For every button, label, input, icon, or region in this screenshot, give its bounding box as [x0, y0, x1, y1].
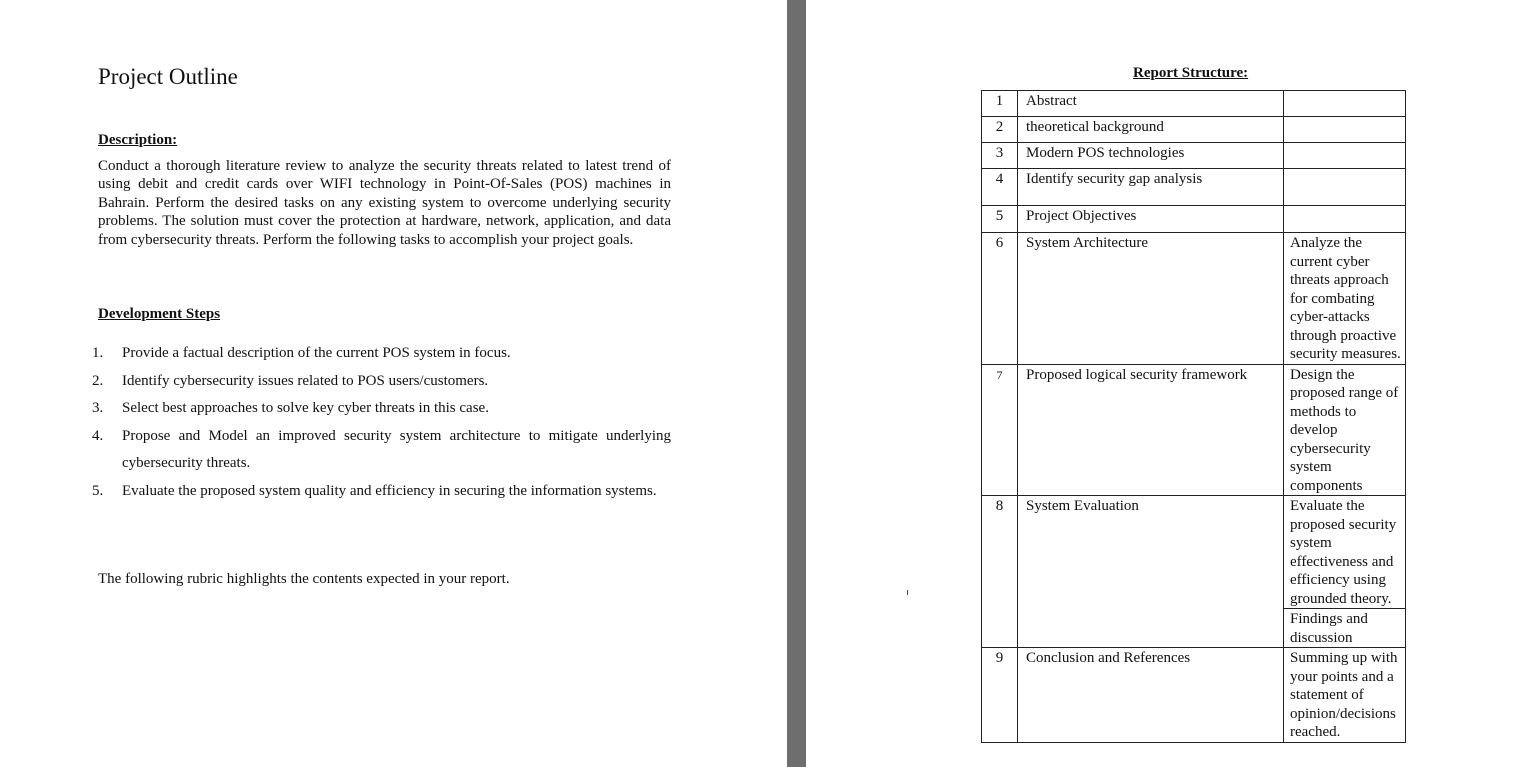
- page-title: Project Outline: [98, 64, 238, 89]
- rubric-note: The following rubric highlights the contents expected in your report.: [98, 571, 510, 587]
- table-row: [982, 496, 1406, 609]
- description-heading: Description:: [98, 132, 178, 148]
- step-text: Provide a factual description of the current POS system in focus.: [122, 345, 511, 361]
- section-name: Conclusion and References: [1018, 648, 1284, 743]
- row-number: 9: [982, 648, 1018, 743]
- step-item: [92, 478, 671, 506]
- row-number: 7: [982, 364, 1018, 496]
- row-number: 5: [982, 206, 1018, 233]
- section-description: Findings and discussion: [1284, 609, 1406, 648]
- table-row: [982, 648, 1406, 743]
- step-text: Select best approaches to solve key cyber threats in this case.: [122, 400, 489, 416]
- table-row: [982, 117, 1406, 143]
- table-row: [982, 233, 1406, 365]
- step-item: [92, 423, 671, 478]
- report-structure-title: Report Structure:: [1133, 65, 1249, 81]
- section-description: Evaluate the proposed security system effectiveness and efficiency using grounded theory.: [1284, 496, 1406, 609]
- row-number: 2: [982, 117, 1018, 143]
- step-text: Propose and Model an improved security system architecture to mitigate underlying cybersecurity threats.: [122, 427, 671, 471]
- table-row: [982, 169, 1406, 206]
- row-number: 4: [982, 169, 1018, 206]
- step-item: [92, 395, 671, 423]
- section-description: [1284, 143, 1406, 169]
- section-description: [1284, 91, 1406, 117]
- section-description: Analyze the current cyber threats approach for combating cyber-attacks through proactive security measures.: [1284, 233, 1406, 365]
- section-name: Abstract: [1018, 91, 1284, 117]
- report-structure-table: [981, 90, 1406, 743]
- section-name: theoretical background: [1018, 117, 1284, 143]
- section-name: Proposed logical security framework: [1018, 364, 1284, 496]
- step-item: [92, 340, 671, 368]
- page-gutter: [787, 0, 806, 767]
- section-description: [1284, 206, 1406, 233]
- table-row: [982, 143, 1406, 169]
- section-name: Project Objectives: [1018, 206, 1284, 233]
- section-description: Design the proposed range of methods to develop cybersecurity system components: [1284, 364, 1406, 496]
- section-description: [1284, 117, 1406, 143]
- development-steps-heading: Development Steps: [98, 306, 221, 322]
- stray-mark: [907, 590, 908, 595]
- row-number: 3: [982, 143, 1018, 169]
- step-number: 4.: [92, 427, 104, 444]
- step-item: [92, 368, 671, 396]
- section-name: System Architecture: [1018, 233, 1284, 365]
- row-number: 1: [982, 91, 1018, 117]
- section-description: [1284, 169, 1406, 206]
- section-name: Identify security gap analysis: [1018, 169, 1284, 206]
- description-body: Conduct a thorough literature review to analyze the security threats related to latest trend of using debit and credit cards over WIFI technology in Point-Of-Sales (POS) machines in Bahrain. Perform the desired tasks on any existing system to overcome underlying security problems. The solution must cover the protection at hardware, network, application, and data from cybersecurity threats. Perform the following tasks to accomplish your project goals.: [98, 158, 671, 248]
- table-row: [982, 364, 1406, 496]
- step-text: Identify cybersecurity issues related to POS users/customers.: [122, 372, 489, 389]
- row-number: 6: [982, 233, 1018, 365]
- step-number: 1.: [92, 345, 104, 361]
- table-row: [982, 91, 1406, 117]
- step-number: 5.: [92, 482, 104, 499]
- development-steps-list: [92, 340, 671, 505]
- table-row: [982, 206, 1406, 233]
- step-number: 3.: [92, 400, 104, 416]
- section-description: Summing up with your points and a statement of opinion/decisions reached.: [1284, 648, 1406, 743]
- section-name: System Evaluation: [1018, 496, 1284, 648]
- step-text: Evaluate the proposed system quality and efficiency in securing the information systems.: [122, 482, 657, 499]
- step-number: 2.: [92, 372, 104, 389]
- row-number: 8: [982, 496, 1018, 648]
- section-name: Modern POS technologies: [1018, 143, 1284, 169]
